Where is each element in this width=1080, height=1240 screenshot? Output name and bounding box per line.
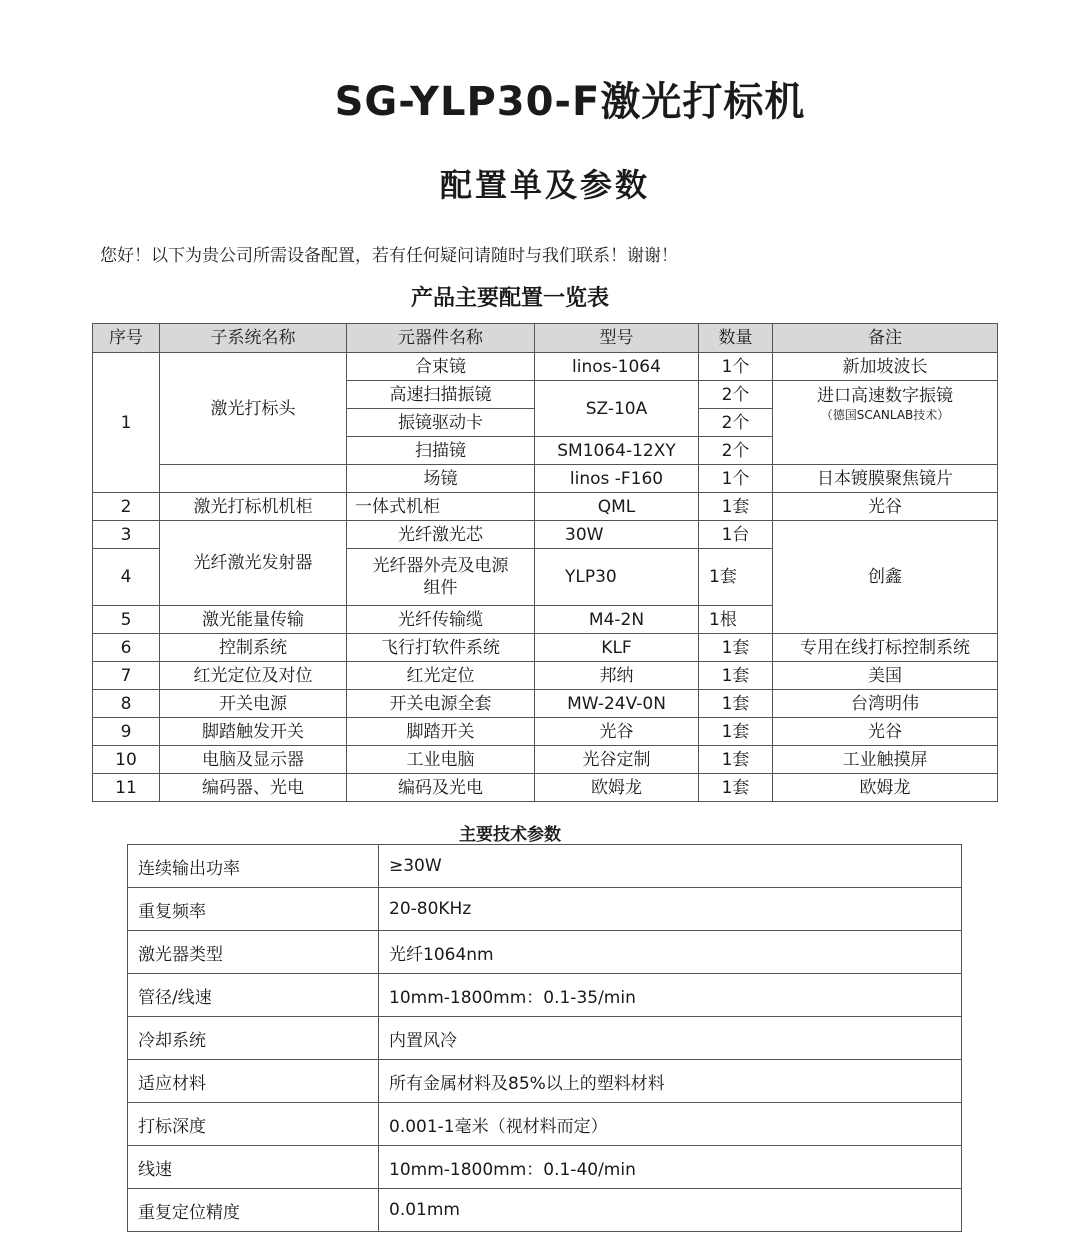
subsystem-name: 激光打标机机柜 <box>160 493 347 521</box>
quantity-cell: 1套 <box>699 634 773 662</box>
component-name: 工业电脑 <box>347 746 535 774</box>
quantity-cell: 1套 <box>699 690 773 718</box>
row-number: 11 <box>93 774 160 802</box>
spec-value: 10mm-1800mm：0.1-35/min <box>379 974 962 1017</box>
row-number: 3 <box>93 521 160 549</box>
quantity-cell: 1台 <box>699 521 773 549</box>
subsystem-name: 编码器、光电 <box>160 774 347 802</box>
quantity-cell: 1套 <box>699 549 773 606</box>
spec-row <box>128 845 962 888</box>
greeting-text: 您好！以下为贵公司所需设备配置，若有任何疑问请随时与我们联系！谢谢！ <box>100 246 678 266</box>
spec-value: 10mm-1800mm：0.1-40/min <box>379 1146 962 1189</box>
quantity-cell: 2个 <box>699 409 773 437</box>
spec-row <box>128 1189 962 1232</box>
spec-value: 0.01mm <box>379 1189 962 1232</box>
note-cell: 专用在线打标控制系统 <box>773 634 998 662</box>
spec-table-caption: 主要技术参数 <box>459 825 561 845</box>
config-table-caption: 产品主要配置一览表 <box>410 286 609 311</box>
component-name: 一体式机柜 <box>347 493 535 521</box>
spec-value: ≥30W <box>379 845 962 888</box>
row-number: 10 <box>93 746 160 774</box>
quantity-cell: 1个 <box>699 353 773 381</box>
subsystem-name: 激光能量传输 <box>160 606 347 634</box>
subsystem-name: 红光定位及对位 <box>160 662 347 690</box>
config-header-row <box>93 324 998 353</box>
row-number: 7 <box>93 662 160 690</box>
spec-value: 所有金属材料及85%以上的塑料材料 <box>379 1060 962 1103</box>
table-row <box>93 634 998 662</box>
quantity-cell: 1套 <box>699 662 773 690</box>
row-number: 2 <box>93 493 160 521</box>
document-title: SG-YLP30-F激光打标机 <box>334 79 806 125</box>
row-number: 5 <box>93 606 160 634</box>
row-number: 9 <box>93 718 160 746</box>
note-main: 进口高速数字振镜 <box>817 386 953 406</box>
table-row <box>93 746 998 774</box>
quantity-cell: 1套 <box>699 493 773 521</box>
note-cell: 光谷 <box>773 493 998 521</box>
component-name: 红光定位 <box>347 662 535 690</box>
header-cell: 子系统名称 <box>160 324 347 353</box>
model-cell: linos -F160 <box>535 465 699 493</box>
component-name: 脚踏开关 <box>347 718 535 746</box>
subsystem-name: 电脑及显示器 <box>160 746 347 774</box>
subsystem-name: 开关电源 <box>160 690 347 718</box>
component-name: 合束镜 <box>347 353 535 381</box>
model-cell: 邦纳 <box>535 662 699 690</box>
note-cell: 欧姆龙 <box>773 774 998 802</box>
spec-row <box>128 1017 962 1060</box>
note-cell: 创鑫 <box>773 521 998 634</box>
spec-label: 适应材料 <box>128 1060 379 1103</box>
table-row <box>93 521 998 549</box>
component-name: 开关电源全套 <box>347 690 535 718</box>
spec-label: 重复频率 <box>128 888 379 931</box>
note-cell: 光谷 <box>773 718 998 746</box>
row-number: 6 <box>93 634 160 662</box>
row-number: 8 <box>93 690 160 718</box>
component-name: 光纤激光芯 <box>347 521 535 549</box>
component-name: 振镜驱动卡 <box>347 409 535 437</box>
model-cell: 光谷 <box>535 718 699 746</box>
model-cell: KLF <box>535 634 699 662</box>
spec-label: 线速 <box>128 1146 379 1189</box>
table-row <box>93 353 998 381</box>
quantity-cell: 1个 <box>699 465 773 493</box>
model-cell: YLP30 <box>535 549 699 606</box>
spec-label: 重复定位精度 <box>128 1189 379 1232</box>
spec-label: 激光器类型 <box>128 931 379 974</box>
model-cell: SZ-10A <box>535 381 699 437</box>
note-sub: （德国SCANLAB技术） <box>820 408 950 422</box>
model-cell: linos-1064 <box>535 353 699 381</box>
quantity-cell: 1根 <box>699 606 773 634</box>
table-row <box>93 465 998 493</box>
spec-label: 打标深度 <box>128 1103 379 1146</box>
component-name: 光纤传输缆 <box>347 606 535 634</box>
header-cell: 序号 <box>93 324 160 353</box>
table-row <box>93 774 998 802</box>
quantity-cell: 1套 <box>699 774 773 802</box>
spec-row <box>128 931 962 974</box>
subsystem-name <box>160 465 347 493</box>
model-cell: 欧姆龙 <box>535 774 699 802</box>
spec-value: 内置风冷 <box>379 1017 962 1060</box>
spec-label: 管径/线速 <box>128 974 379 1017</box>
spec-label: 冷却系统 <box>128 1017 379 1060</box>
table-row <box>93 718 998 746</box>
table-row <box>93 493 998 521</box>
spec-value: 20-80KHz <box>379 888 962 931</box>
model-cell: 30W <box>535 521 699 549</box>
spec-row <box>128 1103 962 1146</box>
component-name: 高速扫描振镜 <box>347 381 535 409</box>
spec-label: 连续输出功率 <box>128 845 379 888</box>
component-name: 场镜 <box>347 465 535 493</box>
model-cell: MW-24V-0N <box>535 690 699 718</box>
row-number: 1 <box>93 353 160 493</box>
component-line: 光纤器外壳及电源 <box>372 556 509 576</box>
note-cell: 台湾明伟 <box>773 690 998 718</box>
quantity-cell: 2个 <box>699 437 773 465</box>
component-name <box>347 549 535 606</box>
component-name: 编码及光电 <box>347 774 535 802</box>
model-cell: QML <box>535 493 699 521</box>
document-subtitle: 配置单及参数 <box>439 166 650 204</box>
component-name: 飞行打软件系统 <box>347 634 535 662</box>
row-number: 4 <box>93 549 160 606</box>
subsystem-name: 控制系统 <box>160 634 347 662</box>
spec-value: 光纤1064nm <box>379 931 962 974</box>
header-cell: 元器件名称 <box>347 324 535 353</box>
spec-row <box>128 1146 962 1189</box>
table-row <box>93 690 998 718</box>
spec-table <box>127 844 962 1232</box>
note-cell: 工业触摸屏 <box>773 746 998 774</box>
component-line: 组件 <box>423 578 458 598</box>
subsystem-name: 激光打标头 <box>160 353 347 465</box>
spec-row <box>128 888 962 931</box>
model-cell: M4-2N <box>535 606 699 634</box>
quantity-cell: 2个 <box>699 381 773 409</box>
header-cell: 数量 <box>699 324 773 353</box>
note-cell: 新加坡波长 <box>773 353 998 381</box>
note-cell: 美国 <box>773 662 998 690</box>
subsystem-name: 脚踏触发开关 <box>160 718 347 746</box>
header-cell: 备注 <box>773 324 998 353</box>
model-cell: 光谷定制 <box>535 746 699 774</box>
subsystem-name: 光纤激光发射器 <box>160 521 347 606</box>
quantity-cell: 1套 <box>699 746 773 774</box>
component-name: 扫描镜 <box>347 437 535 465</box>
quantity-cell: 1套 <box>699 718 773 746</box>
spec-row <box>128 974 962 1017</box>
table-row <box>93 662 998 690</box>
spec-row <box>128 1060 962 1103</box>
spec-value: 0.001-1毫米（视材料而定） <box>379 1103 962 1146</box>
model-cell: SM1064-12XY <box>535 437 699 465</box>
header-cell: 型号 <box>535 324 699 353</box>
note-cell: 日本镀膜聚焦镜片 <box>773 465 998 493</box>
note-cell <box>773 381 998 465</box>
config-table <box>92 323 998 802</box>
